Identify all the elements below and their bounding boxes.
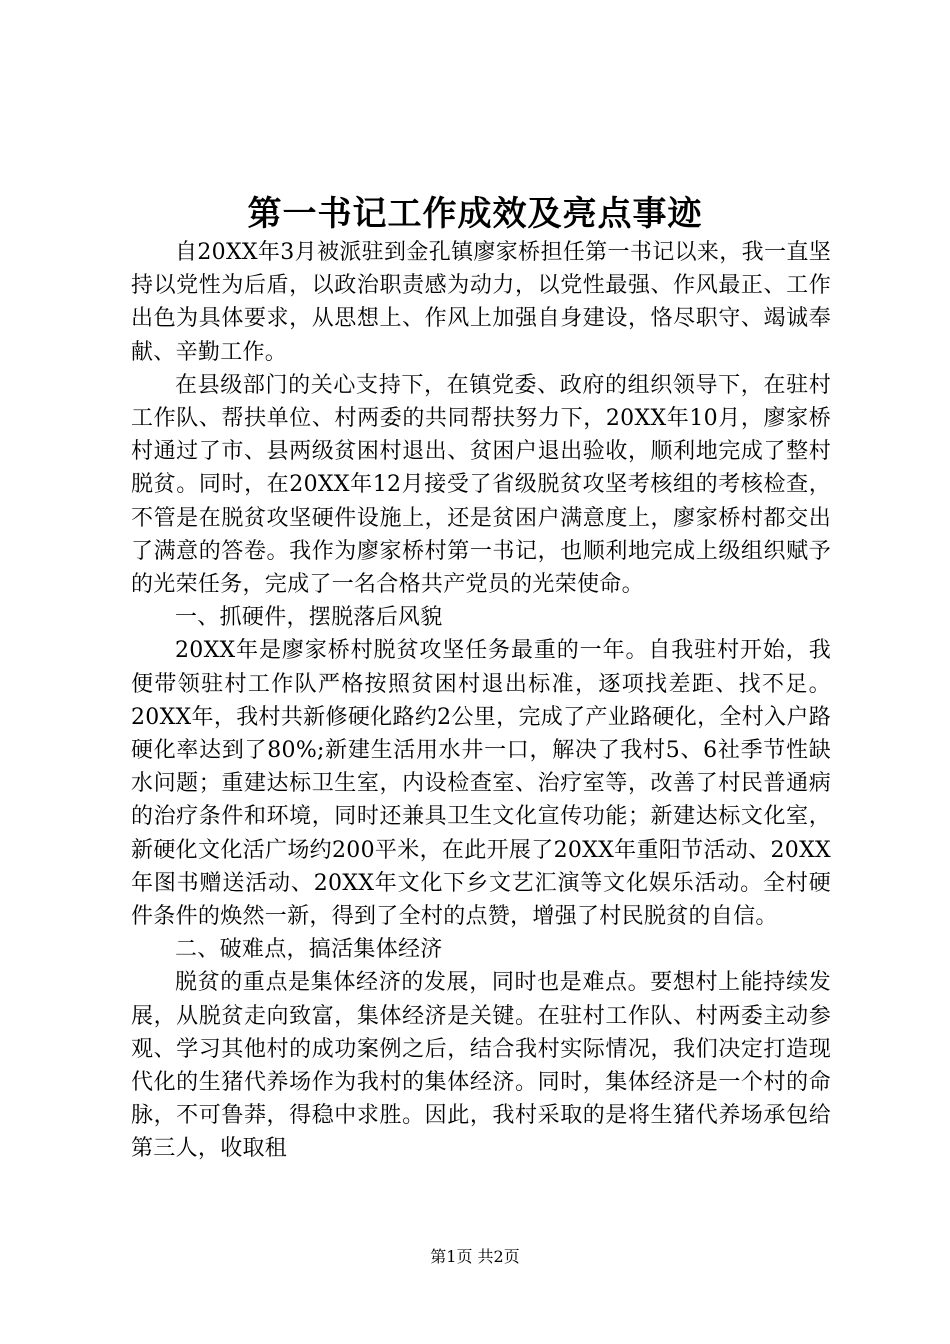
paragraph-achievements: 在县级部门的关心支持下，在镇党委、政府的组织领导下，在驻村工作队、帮扶单位、村两委的共同帮扶努力下，20XX年10月，廖家桥村通过了市、县两级贫困村退出、贫困户退出验收，顺利地完成了整村脱贫。同时，在20XX年12月接受了省级脱贫攻坚考核组的考核检查，不管是在脱贫攻坚硬件设施上，还是贫困户满意度上，廖家桥村都交出了满意的答卷。我作为廖家桥村第一书记，也顺利地完成上级组织赋予的光荣任务，完成了一名合格共产党员的光荣使命。 — [131, 372, 831, 598]
paragraph-collective-economy: 脱贫的重点是集体经济的发展，同时也是难点。要想村上能持续发展，从脱贫走向致富，集体经济是关键。在驻村工作队、村两委主动参观、学习其他村的成功案例之后，结合我村实际情况，我们决定打造现代化的生猪代养场作为我村的集体经济。同时，集体经济是一个村的命脉，不可鲁莽，得稳中求胜。因此，我村采取的是将生猪代养场承包给第三人，收取租 — [131, 970, 831, 1162]
paragraph-intro: 自20XX年3月被派驻到金孔镇廖家桥担任第一书记以来，我一直坚持以党性为后盾，以政治职责感为动力，以党性最强、作风最正、工作出色为具体要求，从思想上、作风上加强自身建设，恪尽职守、竭诚奉献、辛勤工作。 — [131, 240, 831, 365]
document-title: 第一书记工作成效及亮点事迹 — [247, 194, 703, 234]
paragraph-hardware: 20XX年是廖家桥村脱贫攻坚任务最重的一年。自我驻村开始，我便带领驻村工作队严格按照贫困村退出标准，逐项找差距、找不足。20XX年，我村共新修硬化路约2公里，完成了产业路硬化，全村入户路硬化率达到了80%;新建生活用水井一口，解决了我村5、6社季节性缺水问题；重建达标卫生室，内设检查室、治疗室等，改善了村民普通病的治疗条件和环境，同时还兼具卫生文化宣传功能；新建达标文化室，新硬化文化活广场约200平米，在此开展了20XX年重阳节活动、20XX年图书赠送活动、20XX年文化下乡文艺汇演等文化娱乐活动。全村硬件条件的焕然一新，得到了全村的点赞，增强了村民脱贫的自信。 — [131, 638, 831, 930]
page-number-footer: 第1页 共2页 — [430, 1247, 520, 1266]
section-heading-collective-economy: 二、破难点，搞活集体经济 — [175, 937, 443, 963]
document-body — [131, 236, 831, 1166]
section-heading-hardware: 一、抓硬件，摆脱落后风貌 — [175, 605, 443, 631]
